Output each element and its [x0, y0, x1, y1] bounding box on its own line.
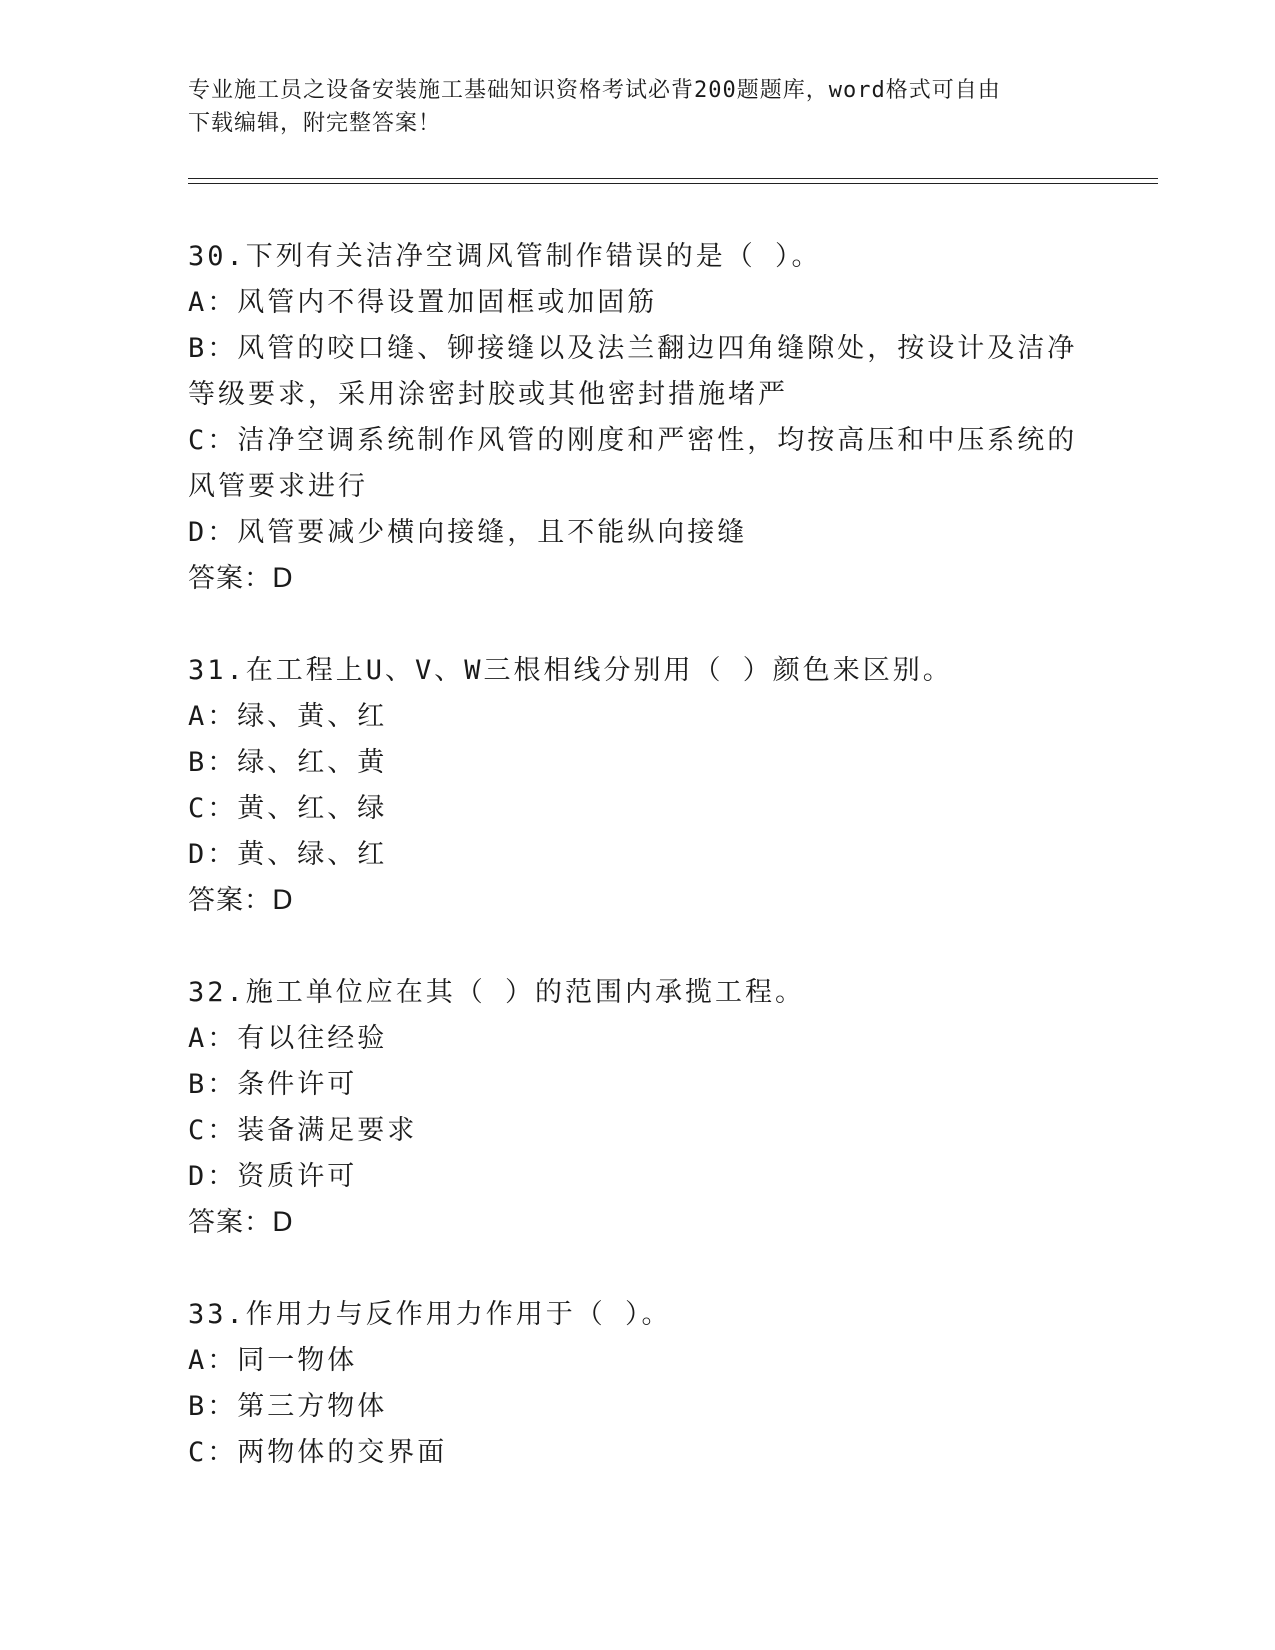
option-c: C：装备满足要求 — [188, 1115, 418, 1146]
question-32 — [188, 970, 1088, 1246]
option-b: B：风管的咬口缝、铆接缝以及法兰翻边四角缝隙处，按设计及洁净等级要求，采用涂密封胶或其他密封措施堵严 — [188, 333, 1078, 410]
option-a: A：同一物体 — [188, 1345, 358, 1376]
question-stem: 30.下列有关洁净空调风管制作错误的是（ ）。 — [188, 241, 822, 272]
question-list — [188, 234, 1088, 1522]
question-stem: 31.在工程上U、V、W三根相线分别用（ ）颜色来区别。 — [188, 655, 953, 686]
header-line-2: 下载编辑，附完整答案！ — [188, 111, 442, 136]
option-b: B：第三方物体 — [188, 1391, 388, 1422]
question-30 — [188, 234, 1088, 602]
document-header — [188, 74, 1068, 140]
option-a: A：有以往经验 — [188, 1023, 388, 1054]
option-d: D：风管要减少横向接缝，且不能纵向接缝 — [188, 517, 748, 548]
option-b: B：条件许可 — [188, 1069, 358, 1100]
option-c: C：洁净空调系统制作风管的刚度和严密性，均按高压和中压系统的风管要求进行 — [188, 425, 1078, 502]
option-a: A：风管内不得设置加固框或加固筋 — [188, 287, 658, 318]
question-stem: 32.施工单位应在其（ ）的范围内承揽工程。 — [188, 977, 806, 1008]
header-divider-bottom — [188, 183, 1158, 184]
option-d: D：黄、绿、红 — [188, 839, 388, 870]
question-33 — [188, 1292, 1088, 1476]
option-c: C：两物体的交界面 — [188, 1437, 448, 1468]
option-a: A：绿、黄、红 — [188, 701, 388, 732]
header-line-1: 专业施工员之设备安装施工基础知识资格考试必背200题题库，word格式可自由 — [188, 78, 1001, 103]
header-divider-top — [188, 178, 1158, 179]
answer: 答案：D — [188, 563, 294, 594]
answer: 答案：D — [188, 1207, 294, 1238]
answer: 答案：D — [188, 885, 294, 916]
option-b: B：绿、红、黄 — [188, 747, 388, 778]
question-31 — [188, 648, 1088, 924]
question-stem: 33.作用力与反作用力作用于（ ）。 — [188, 1299, 672, 1330]
option-d: D：资质许可 — [188, 1161, 358, 1192]
option-c: C：黄、红、绿 — [188, 793, 388, 824]
